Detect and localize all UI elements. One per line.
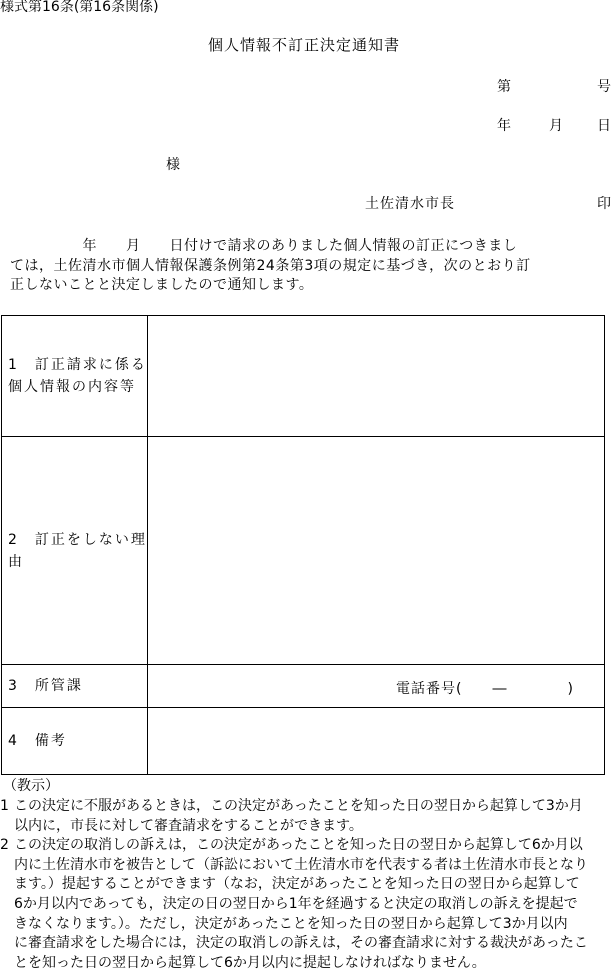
details-table xyxy=(1,315,605,775)
note-line: この決定に不服があるときは，この決定があったことを知った日の翌日から起算して3か月 xyxy=(14,798,583,814)
document-number-suffix: 号 xyxy=(597,79,611,95)
note-line: 以内に，市長に対して審査請求をすることができます。 xyxy=(14,817,363,834)
table-row xyxy=(2,316,605,437)
instruction-notes xyxy=(0,797,614,973)
phone-number-label: 電話番号( ― ) xyxy=(396,681,574,697)
table-row xyxy=(2,665,605,708)
list-item xyxy=(0,836,614,973)
row-label-remarks: 4 備考 xyxy=(2,708,148,775)
note-line: きなくなります。）。ただし，決定があったことを知った日の翌日から起算して3か月以内 xyxy=(14,915,568,932)
table-row xyxy=(2,708,605,775)
notice-body-line: 年 月 日付けで請求のありました個人情報の訂正につきまし xyxy=(10,238,518,254)
note-line: 6か月以内であっても，決定の日の翌日から1年を経過すると決定の取消しの訴えを提起で xyxy=(14,895,578,912)
issuer-name: 土佐清水市長 xyxy=(365,196,455,212)
list-item xyxy=(0,797,614,836)
instruction-heading: （教示） xyxy=(3,778,59,794)
row-label-reason: 2 訂正をしない理由 xyxy=(2,437,148,665)
notice-body xyxy=(10,237,610,296)
date-day-label: 日 xyxy=(597,118,611,134)
note-line: とを知った日の翌日から起算して6か月以内に提起しなければなりません。 xyxy=(14,954,486,971)
form-number-label: 様式第16条(第16条関係) xyxy=(0,0,159,15)
document-number-prefix: 第 xyxy=(497,79,511,95)
note-number: 1 xyxy=(0,798,9,814)
table-row xyxy=(2,437,605,665)
notice-body-line: ては，土佐清水市個人情報保護条例第24条第3項の規定に基づき，次のとおり訂 xyxy=(10,257,531,274)
row-label-request-content: 1 訂正請求に係る個人情報の内容等 xyxy=(2,316,148,437)
seal-mark: 印 xyxy=(597,196,611,212)
remarks-field[interactable] xyxy=(148,708,605,775)
row-label-department: 3 所管課 xyxy=(2,665,148,708)
document-title: 個人情報不訂正決定通知書 xyxy=(208,36,401,54)
note-number: 2 xyxy=(0,837,9,854)
reason-field[interactable] xyxy=(148,437,605,665)
request-content-field[interactable] xyxy=(148,316,605,437)
note-line: に審査請求をした場合には，決定の取消しの訴えは，その審査請求に対する裁決があったこ xyxy=(14,935,588,952)
date-month-label: 月 xyxy=(549,118,563,134)
notice-body-line: 正しないことと決定しましたので通知します。 xyxy=(10,277,314,294)
note-line: 内に土佐清水市を被告として（訴訟において土佐清水市を代表する者は土佐清水市長となり xyxy=(14,856,588,873)
department-field[interactable] xyxy=(148,665,605,708)
addressee-honorific: 様 xyxy=(166,157,180,173)
note-line: ます。）提起することができます（なお，決定があったことを知った日の翌日から起算して xyxy=(14,876,580,893)
note-line: この決定の取消しの訴えは，この決定があったことを知った日の翌日から起算して6か月以 xyxy=(14,837,583,854)
date-year-label: 年 xyxy=(497,118,511,134)
